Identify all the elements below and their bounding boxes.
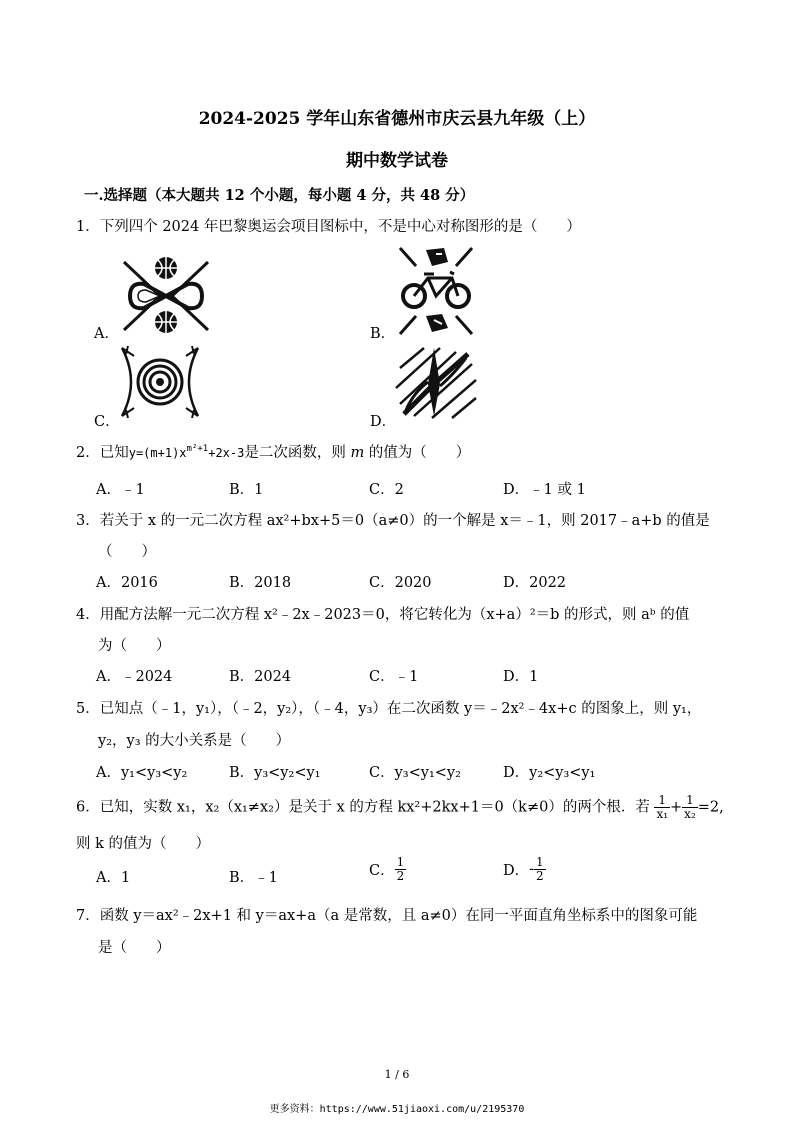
q2-option-c: C．2 <box>369 482 404 498</box>
q2-suffix-a: 是二次函数，则 <box>244 445 351 461</box>
q1-option-d: D． <box>370 414 397 430</box>
q3-option-c: C．2020 <box>369 575 432 591</box>
basketball-icon <box>120 252 212 336</box>
q1-option-a: A． <box>94 326 119 342</box>
q6-option-c-label: C． <box>369 863 395 879</box>
q2-option-a: A．﹣1 <box>96 482 145 498</box>
q2-var-m: m <box>350 445 365 461</box>
q1-option-c: C． <box>94 414 120 430</box>
q4-option-d: D．1 <box>503 669 539 685</box>
q2-option-b: B．1 <box>229 482 264 498</box>
question-4-cont: 为（ ） <box>98 638 171 654</box>
section-header: 一.选择题（本大题共 12 个小题，每小题 4 分，共 48 分） <box>84 187 475 204</box>
q6-fraction-1: $\frac{1}{\text{x₁}}$ <box>656 793 669 821</box>
q6-option-d <box>503 856 546 883</box>
question-3: 3．若关于 x 的一元二次方程 ax²+bx+5＝0（a≠0）的一个解是 x＝﹣1，则 2017﹣a+b 的值是 <box>76 513 710 529</box>
question-6 <box>76 794 724 821</box>
question-5: 5．已知点（﹣1，y₁），（﹣2，y₂），（﹣4，y₃）在二次函数 y＝﹣2x²﹣4x+c 的图象上，则 y₁， <box>76 701 702 717</box>
q6-option-a: A．1 <box>96 870 131 886</box>
question-7: 7．函数 y＝ax²﹣2x+1 和 y＝ax+a（a 是常数，且 a≠0）在同一平面直角坐标系中的图象可能 <box>76 908 698 924</box>
q2-formula-a: y=(m+1)x <box>128 446 187 460</box>
q6-option-b: B．﹣1 <box>229 870 278 886</box>
q6-option-d-sign: - <box>529 861 535 878</box>
canoe-icon <box>394 344 478 420</box>
archery-icon <box>118 344 202 420</box>
q5-option-c: C．y₃<y₁<y₂ <box>369 765 461 781</box>
q4-option-b: B．2024 <box>229 669 292 685</box>
exam-subtitle: 期中数学试卷 <box>346 151 448 171</box>
exam-title: 2024-2025 学年山东省德州市庆云县九年级（上） <box>198 109 596 129</box>
q6-text: 6．已知，实数 x₁，x₂（x₁≠x₂）是关于 x 的方程 kx²+2kx+1＝0（k≠0）的两个根．若 <box>76 799 650 816</box>
question-1: 1．下列四个 2024 年巴黎奥运会项目图标中，不是中心对称图形的是（ ） <box>76 219 581 235</box>
q2-option-d: D．﹣1 或 1 <box>503 482 586 498</box>
q6-fraction-2: $\frac{1}{\text{x₂}}$ <box>684 793 696 821</box>
q2-formula-exponent: m²+1 <box>186 444 209 455</box>
cycling-icon <box>396 244 476 338</box>
page-number: 1 / 6 <box>384 1068 410 1081</box>
q5-option-d: D．y₂<y₃<y₁ <box>503 765 596 781</box>
question-7-cont: 是（ ） <box>98 940 171 956</box>
question-2 <box>76 441 470 462</box>
question-5-cont: y₂，y₃ 的大小关系是（ ） <box>98 733 291 749</box>
q5-option-b: B．y₃<y₂<y₁ <box>229 765 321 781</box>
q3-option-b: B．2018 <box>229 575 292 591</box>
q3-option-a: A．2016 <box>96 575 158 591</box>
question-6-cont: 则 k 的值为（ ） <box>76 836 211 852</box>
q6-equals: =2, <box>697 799 724 816</box>
q2-prefix: 2．已知 <box>76 445 129 461</box>
q6-option-c-fraction: $\frac{1}{2}$ <box>396 855 405 883</box>
q5-option-a: A．y₁<y₃<y₂ <box>96 765 188 781</box>
q3-option-d: D．2022 <box>503 575 567 591</box>
q6-option-c <box>369 856 406 883</box>
q4-option-a: A．﹣2024 <box>96 669 173 685</box>
q6-option-d-fraction: $\frac{1}{2}$ <box>536 855 544 883</box>
footer-link[interactable]: 更多资料：https://www.51jiaoxi.com/u/2195370 <box>269 1104 525 1115</box>
q2-formula-b: +2x-3 <box>208 446 245 460</box>
q2-suffix-b: 的值为（ ） <box>364 445 471 461</box>
q4-option-c: C．﹣1 <box>369 669 419 685</box>
q1-option-b: B． <box>370 326 396 342</box>
q6-plus: + <box>670 799 683 816</box>
q6-option-d-label: D． <box>503 863 530 879</box>
question-4: 4．用配方法解一元二次方程 x²﹣2x﹣2023＝0，将它转化为（x+a）²＝b 的形式，则 aᵇ 的值 <box>76 607 690 623</box>
question-3-cont: （ ） <box>98 544 156 560</box>
